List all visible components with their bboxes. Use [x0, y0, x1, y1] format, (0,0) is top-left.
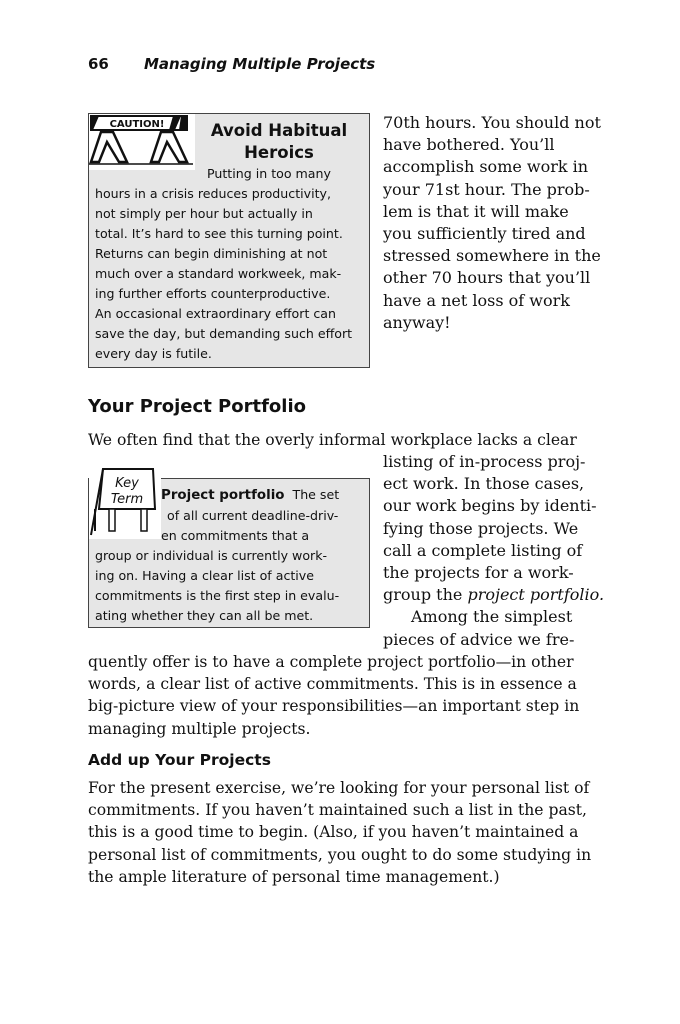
section-first-line: We often find that the overly informal workplace lacks a clear	[88, 431, 577, 449]
running-title: Managing Multiple Projects	[144, 55, 376, 73]
running-header	[88, 55, 375, 73]
right-column-mid: listing of in-process proj- ect work. In those cases, our work begins by identi- fying those projects. We call a complete listing of the projects for a work- group the project portfolio. Among the simplest pieces of advice we fre-	[383, 452, 605, 649]
key-term-sidebar	[88, 478, 370, 628]
section-title: Your Project Portfolio	[88, 396, 307, 417]
subsection-title: Add up Your Projects	[88, 751, 271, 769]
portfolio-paragraph: quently offer is to have a complete project portfolio—in other words, a clear list of active commitments. This is in essence a big-picture view of your responsibilities—an important step in managing multiple projects.	[88, 653, 580, 738]
caution-icon	[89, 114, 195, 170]
key-term-icon-label-2: Term	[110, 492, 144, 507]
subsection-paragraph: For the present exercise, we’re looking for your personal list of commitments. If you haven’t maintained such a list in the past, this is a good time to begin. (Also, if you haven’t maintained a personal list of commitments, you ought to do some studying in the ample literature of personal time management.)	[88, 779, 592, 886]
right-column-top: 70th hours. You should not have bothered. You’ll accomplish some work in your 71st hour. The prob- lem is that it will make you sufficiently tired and stressed somewhere in the other 70 hours that you’ll have a net loss of work anyway!	[383, 113, 601, 332]
project-portfolio-term: project portfolio.	[467, 585, 605, 605]
key-term-text: Project portfolio The set of all current deadline-driv- en commitments that a group or individual is currently work- ing on. Having a clear list of active commitments is the first step in evalu- ating whether they can all be met.	[95, 487, 340, 623]
caution-text: Putting in too many hours in a crisis reduces productivity, not simply per hour but actually in total. It’s hard to see this turning point. Returns can begin diminishing at not much over a standard workweek, mak- ing further efforts counterproductive. An occasional extraordinary effort can save the day, but demanding such effort every day is futile.	[95, 166, 353, 361]
key-term-icon-label-1: Key	[115, 476, 139, 491]
key-term-word: Project portfolio	[161, 488, 285, 503]
caution-sidebar	[88, 113, 370, 368]
caution-icon-label: CAUTION!	[109, 119, 165, 130]
caution-title: Avoid Habitual Heroics	[210, 121, 348, 162]
page-number: 66	[88, 55, 109, 73]
